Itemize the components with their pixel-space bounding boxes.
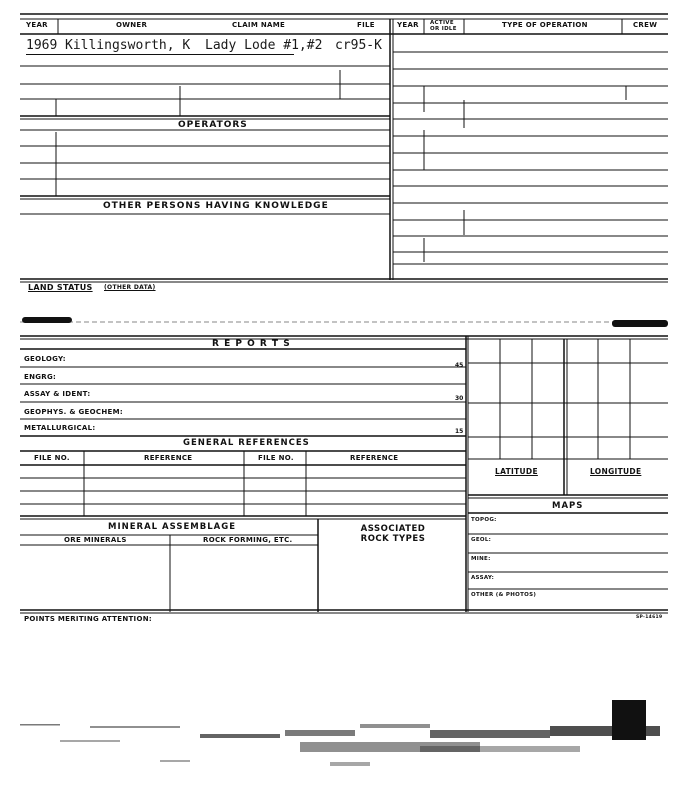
report-label-metallurgical: METALLURGICAL: — [24, 424, 96, 432]
maps-title: MAPS — [552, 501, 584, 511]
refs-col-reference-2: REFERENCE — [350, 454, 399, 462]
form-number: SP-14619 — [636, 615, 663, 620]
refs-col-file-no: FILE NO. — [34, 454, 70, 462]
operators-title: OPERATORS — [178, 120, 248, 130]
longitude-label: LONGITUDE — [590, 467, 642, 476]
associated-rock-types-label: ASSOCIATED ROCK TYPES — [360, 524, 426, 544]
report-label-engrg: ENGRG: — [24, 373, 57, 381]
scale-number-45: 45 — [455, 362, 464, 369]
rock-forming-label: ROCK FORMING, ETC. — [203, 536, 293, 544]
maps-row-mine: MINE: — [471, 556, 491, 562]
maps-row-geol: GEOL: — [471, 537, 492, 543]
ore-minerals-label: ORE MINERALS — [64, 536, 127, 544]
refs-col-reference: REFERENCE — [144, 454, 193, 462]
points-meriting-attention: POINTS MERITING ATTENTION: — [24, 615, 152, 623]
header-year: YEAR — [26, 21, 48, 29]
refs-col-file-no-2: FILE NO. — [258, 454, 294, 462]
reports-title: R E P O R T S — [212, 339, 291, 349]
entry-underline — [26, 54, 294, 55]
maps-row-other: OTHER (& PHOTOS) — [471, 592, 537, 598]
land-status-other-data: (OTHER DATA) — [104, 284, 156, 291]
ink-smudge — [22, 317, 72, 323]
entry-year: 1969 — [26, 38, 58, 53]
ink-smudge — [612, 320, 668, 327]
general-references-title: GENERAL REFERENCES — [183, 438, 310, 448]
maps-row-topog: TOPOG: — [471, 517, 497, 523]
entry-owner: Killingsworth, K — [65, 38, 191, 53]
report-label-assay: ASSAY & IDENT: — [24, 390, 91, 398]
header-owner: OWNER — [116, 21, 148, 29]
header-claim-name: CLAIM NAME — [232, 21, 286, 29]
header-active-idle: ACTIVE OR IDLE — [430, 20, 457, 32]
header-file: FILE — [357, 21, 375, 29]
scale-number-30: 30 — [455, 395, 464, 402]
latitude-label: LATITUDE — [495, 467, 538, 476]
maps-row-assay: ASSAY: — [471, 575, 495, 581]
mineral-assemblage-title: MINERAL ASSEMBLAGE — [108, 522, 237, 532]
report-label-geophys: GEOPHYS. & GEOCHEM: — [24, 408, 123, 416]
header-crew: CREW — [633, 21, 658, 29]
scale-number-15: 15 — [455, 428, 464, 435]
land-status-title: LAND STATUS — [28, 283, 93, 292]
scan-noise-strip — [0, 690, 678, 780]
header-year-2: YEAR — [397, 21, 419, 29]
other-persons-title: OTHER PERSONS HAVING KNOWLEDGE — [103, 201, 329, 211]
report-label-geology: GEOLOGY: — [24, 355, 66, 363]
entry-file: cr95-K — [335, 38, 382, 53]
header-type-of-operation: TYPE OF OPERATION — [502, 21, 588, 29]
entry-claim-name: Lady Lode #1,#2 — [205, 38, 323, 53]
